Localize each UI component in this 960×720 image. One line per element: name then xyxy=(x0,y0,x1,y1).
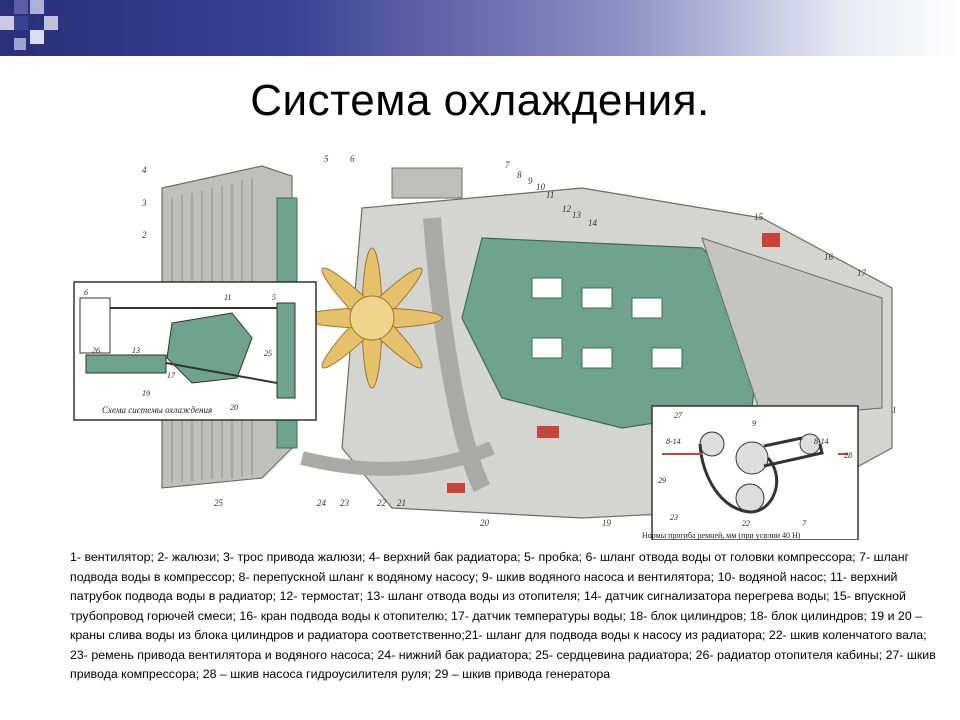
slide-title: Система охлаждения. xyxy=(250,76,710,125)
callout-label: 10 xyxy=(536,182,545,192)
inset-label: 28 xyxy=(844,451,852,460)
inset-label: 23 xyxy=(670,513,678,522)
inset-label: 6 xyxy=(84,288,88,297)
inset-label: 19 xyxy=(142,389,150,398)
inset-label: 29 xyxy=(658,476,666,485)
engine-cooling-figure xyxy=(62,148,904,540)
callout-label: 14 xyxy=(588,218,597,228)
inset-label: 17 xyxy=(167,371,175,380)
inset-label: 5 xyxy=(272,293,276,302)
inset-label: 22 xyxy=(742,519,750,528)
callout-label: 22 xyxy=(377,498,386,508)
callout-label: 3 xyxy=(142,198,147,208)
callout-label: 9 xyxy=(528,176,533,186)
callout-label: 5 xyxy=(324,154,329,164)
callout-label: 24 xyxy=(317,498,326,508)
callout-label: 8 xyxy=(517,170,522,180)
legend-text: 1- вентилятор; 2- жалюзи; 3- трос привода жалюзи; 4- верхний бак радиатора; 5- пробка; 6- шланг отвода воды от головки компрессора; 7- шланг подвода воды в компрессор; 8- перепускной шланг к водяному насосу; 9- шкив водяного насоса и вентилятора; 10- водяной насос; 11- верхний патрубок подвода воды в радиатор; 12- термостат; 13- шланг отвода воды из отопителя; 14- датчик сигнализатора перегрева воды; 15- впускной трубопровод горючей смеси; 16- кран подвода воды к отопителю; 17- датчик температуры воды; 18- блок цилиндров; 18- блок цилиндров; 19 и 20 –краны слива воды из блока цилиндров и радиатора соответственно;21- шланг для подвода воды к насосу из радиатора; 22- шкив коленчатого вала; 23- ремень привода вентилятора и водяного насоса; 24- нижний бак радиатора; 25- сердцевина радиатора; 26- радиатор отопителя кабины; 27- шкив привода компрессора; 28 – шкив насоса гидроусилителя руля; 29 – шкив привода генератора xyxy=(70,550,936,681)
callout-label: 6 xyxy=(350,154,355,164)
callout-label: 20 xyxy=(480,518,489,528)
callout-label: 4 xyxy=(142,165,147,175)
inset-cooling-scheme xyxy=(74,282,316,420)
inset-label: 11 xyxy=(224,293,232,302)
inset-label: 27 xyxy=(674,411,682,420)
callout-label: 12 xyxy=(562,204,571,214)
callout-label: 25 xyxy=(214,498,223,508)
inset-label: 20 xyxy=(230,403,238,412)
inset-label: 8-14 xyxy=(814,437,829,446)
inset-belt-deflection xyxy=(642,406,858,540)
inset-caption: Схема системы охлаждения xyxy=(102,405,213,415)
inset-caption: Нормы прогиба ремней, мм (при усилии 40 Н) xyxy=(642,531,801,540)
drain-valve-20 xyxy=(447,483,465,493)
callout-label: 21 xyxy=(397,498,406,508)
decorative-squares xyxy=(0,0,60,56)
callout-label: 1 xyxy=(892,405,897,415)
inset-label: 8-14 xyxy=(666,437,681,446)
callout-label: 7 xyxy=(505,160,510,170)
top-gradient-bar xyxy=(0,0,960,56)
inset-label: 25 xyxy=(264,349,272,358)
callout-label: 17 xyxy=(857,268,866,278)
callout-label: 13 xyxy=(572,210,581,220)
callout-label: 19 xyxy=(602,518,611,528)
inset-label: 7 xyxy=(802,519,806,528)
inset-label: 9 xyxy=(752,419,756,428)
callout-label: 11 xyxy=(546,190,555,200)
fan xyxy=(302,248,442,388)
callout-label: 16 xyxy=(824,252,833,262)
callout-label: 2 xyxy=(142,230,147,240)
drain-valve-19 xyxy=(537,426,559,438)
inset-label: 26 xyxy=(92,346,100,355)
callout-label: 15 xyxy=(754,212,763,222)
callout-label: 23 xyxy=(340,498,349,508)
inset-label: 13 xyxy=(132,346,140,355)
heater-valve xyxy=(762,233,780,247)
